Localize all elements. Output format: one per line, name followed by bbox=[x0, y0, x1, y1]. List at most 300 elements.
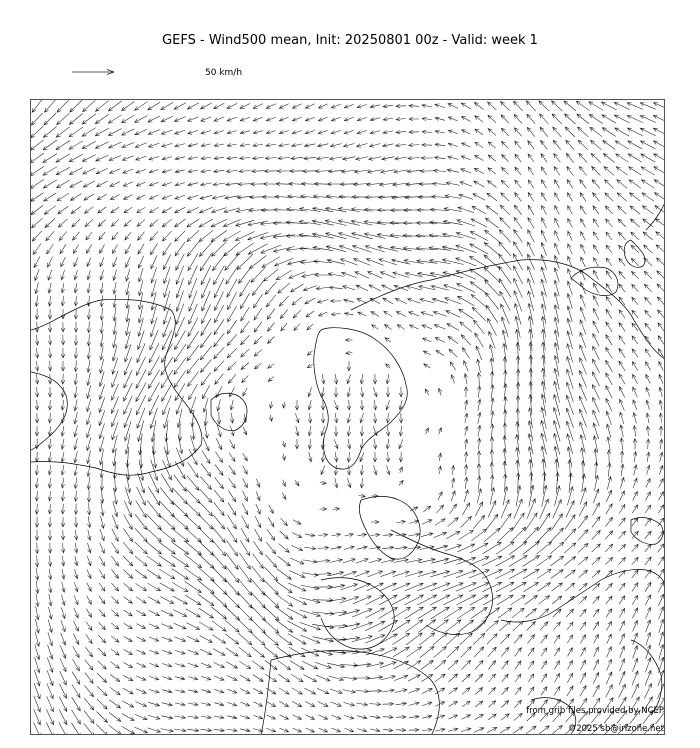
wind-vector bbox=[87, 309, 91, 320]
wind-vector bbox=[567, 193, 572, 202]
wind-vector bbox=[254, 308, 262, 320]
wind-vector bbox=[464, 465, 468, 476]
wind-vector bbox=[645, 310, 651, 318]
wind-vector bbox=[539, 726, 549, 734]
wind-vector bbox=[654, 154, 665, 162]
wind-vector bbox=[319, 312, 328, 316]
wind-vector bbox=[230, 400, 234, 410]
wind-vector bbox=[136, 182, 145, 186]
wind-vector bbox=[49, 607, 53, 619]
wind-vector bbox=[397, 325, 405, 330]
wind-vector bbox=[138, 256, 143, 268]
wind-vector bbox=[268, 377, 274, 382]
wind-vector bbox=[357, 105, 367, 109]
wind-vector bbox=[48, 283, 52, 293]
wind-vector bbox=[278, 283, 290, 293]
wind-vector bbox=[305, 533, 315, 537]
wind-vector bbox=[633, 633, 638, 645]
wind-vector bbox=[99, 398, 105, 413]
wind-vector bbox=[87, 596, 92, 605]
wind-vector bbox=[122, 701, 133, 707]
wind-vector bbox=[317, 546, 328, 550]
wind-vector bbox=[240, 675, 250, 681]
wind-vector bbox=[449, 715, 458, 719]
wind-vector bbox=[275, 594, 292, 607]
wind-vector bbox=[238, 633, 252, 645]
wind-vector bbox=[124, 220, 131, 227]
wind-vector bbox=[96, 155, 109, 161]
wind-vector bbox=[86, 411, 91, 424]
wind-vector bbox=[214, 662, 225, 667]
wind-vector bbox=[422, 688, 432, 693]
wind-vector bbox=[112, 542, 119, 553]
wind-vector bbox=[57, 113, 70, 124]
wind-vector bbox=[46, 709, 53, 725]
wind-vector bbox=[381, 559, 394, 563]
wind-vector bbox=[149, 610, 160, 615]
wind-vector bbox=[98, 635, 105, 643]
wind-vector bbox=[424, 364, 431, 368]
wind-vector bbox=[527, 499, 536, 519]
wind-vector bbox=[592, 180, 600, 189]
wind-vector bbox=[199, 608, 214, 618]
wind-vector bbox=[655, 193, 666, 202]
wind-vector bbox=[409, 130, 419, 134]
wind-vector bbox=[448, 518, 459, 527]
wind-vector bbox=[620, 412, 624, 424]
wind-vector bbox=[278, 156, 290, 160]
wind-vector bbox=[124, 195, 133, 200]
wind-vector bbox=[199, 242, 212, 257]
wind-vector bbox=[35, 452, 39, 462]
wind-vector bbox=[111, 220, 118, 227]
wind-vector bbox=[32, 100, 42, 112]
wind-vector bbox=[528, 180, 534, 188]
wind-vector bbox=[619, 608, 624, 617]
wind-vector bbox=[619, 518, 626, 526]
wind-vector bbox=[228, 375, 235, 384]
wind-vector bbox=[471, 529, 486, 541]
wind-vector bbox=[111, 662, 120, 669]
wind-vector bbox=[35, 465, 39, 475]
wind-vector bbox=[578, 127, 589, 137]
wind-vector bbox=[633, 452, 637, 463]
wind-vector bbox=[397, 520, 406, 524]
wind-vector bbox=[396, 533, 406, 537]
wind-vector bbox=[645, 505, 651, 513]
wind-vector bbox=[540, 127, 548, 137]
wind-vector bbox=[316, 675, 330, 681]
wind-vector bbox=[136, 169, 146, 173]
wind-vector bbox=[472, 307, 485, 321]
wind-vector bbox=[70, 181, 82, 188]
wind-vector bbox=[201, 117, 211, 121]
wind-vector bbox=[135, 702, 146, 707]
wind-vector bbox=[448, 104, 458, 109]
wind-vector bbox=[541, 407, 547, 428]
wind-vector bbox=[344, 299, 355, 303]
wind-vector bbox=[61, 504, 65, 514]
wind-vector bbox=[163, 243, 171, 256]
wind-vector bbox=[162, 690, 172, 694]
wind-vector bbox=[434, 532, 447, 537]
wind-vector bbox=[395, 157, 407, 161]
wind-vector bbox=[282, 493, 286, 500]
wind-vector bbox=[187, 729, 199, 733]
wind-vector bbox=[566, 153, 573, 162]
wind-vector bbox=[49, 581, 53, 592]
wind-vector bbox=[227, 320, 236, 334]
wind-vector bbox=[211, 219, 227, 227]
wind-vector bbox=[35, 335, 39, 345]
wind-vector bbox=[552, 101, 563, 111]
wind-vector bbox=[565, 570, 576, 578]
wind-vector bbox=[99, 385, 105, 400]
wind-vector bbox=[125, 434, 130, 454]
wind-vector bbox=[188, 715, 199, 719]
wind-vector bbox=[74, 621, 79, 631]
wind-vector bbox=[438, 388, 442, 395]
wind-vector bbox=[606, 297, 612, 306]
wind-vector bbox=[514, 114, 522, 123]
wind-vector bbox=[525, 595, 538, 604]
wind-vector bbox=[646, 375, 650, 384]
wind-vector bbox=[100, 346, 104, 360]
wind-vector bbox=[438, 492, 442, 501]
wind-vector bbox=[420, 298, 434, 303]
wind-vector bbox=[399, 413, 403, 423]
wind-vector bbox=[658, 323, 664, 331]
wind-vector bbox=[370, 144, 381, 148]
wind-vector bbox=[357, 118, 366, 122]
wind-vector bbox=[654, 167, 665, 176]
wind-vector bbox=[47, 670, 53, 685]
wind-vector bbox=[87, 464, 91, 477]
wind-vector bbox=[201, 169, 211, 173]
wind-vector bbox=[410, 325, 419, 329]
wind-vector bbox=[459, 530, 474, 539]
wind-vector bbox=[399, 467, 402, 473]
wind-vector bbox=[338, 623, 360, 628]
wind-vector bbox=[396, 104, 406, 108]
wind-vector bbox=[111, 623, 119, 629]
wind-vector bbox=[87, 490, 91, 502]
wind-vector bbox=[576, 101, 589, 110]
wind-vector bbox=[360, 478, 364, 488]
wind-vector bbox=[633, 621, 638, 632]
wind-vector bbox=[148, 715, 160, 719]
wind-vector bbox=[126, 294, 130, 309]
wind-vector bbox=[325, 638, 346, 642]
wind-vector bbox=[331, 715, 341, 719]
wind-vector bbox=[541, 243, 546, 256]
wind-vector bbox=[423, 351, 431, 355]
wind-vector bbox=[213, 253, 226, 270]
wind-vector bbox=[581, 257, 586, 267]
wind-vector bbox=[47, 696, 54, 712]
wind-vector bbox=[347, 439, 351, 449]
wind-vector bbox=[149, 624, 159, 629]
wind-vector bbox=[581, 270, 586, 281]
wind-vector bbox=[594, 635, 599, 644]
wind-vector bbox=[236, 243, 254, 255]
wind-vector bbox=[136, 583, 147, 590]
wind-vector bbox=[643, 219, 653, 227]
wind-vector bbox=[100, 308, 104, 320]
wind-vector bbox=[646, 387, 650, 396]
wind-vector bbox=[199, 622, 213, 630]
wind-vector bbox=[422, 702, 432, 706]
wind-vector bbox=[71, 206, 81, 213]
wind-vector bbox=[308, 426, 312, 436]
wind-vector bbox=[528, 167, 534, 175]
wind-vector bbox=[503, 487, 508, 506]
wind-vector bbox=[633, 658, 638, 672]
wind-vector bbox=[461, 660, 470, 669]
wind-vector bbox=[366, 258, 383, 265]
wind-vector bbox=[149, 473, 158, 493]
copyright-credit: ©2025 sb@irizone.net bbox=[567, 724, 664, 734]
wind-vector bbox=[160, 597, 174, 604]
wind-vector bbox=[528, 661, 534, 669]
wind-vector bbox=[451, 478, 455, 488]
wind-vector bbox=[568, 648, 573, 657]
wind-vector bbox=[59, 232, 67, 241]
wind-vector bbox=[601, 102, 616, 110]
wind-vector bbox=[69, 127, 83, 137]
wind-vector bbox=[276, 581, 292, 593]
wind-vector bbox=[61, 270, 65, 280]
wind-vector bbox=[228, 503, 236, 516]
wind-vector bbox=[159, 528, 176, 541]
wind-vector bbox=[607, 437, 611, 451]
wind-vector bbox=[100, 543, 105, 554]
wind-vector bbox=[640, 116, 656, 123]
wind-vector bbox=[35, 568, 39, 580]
wind-vector bbox=[488, 181, 497, 188]
wind-vector bbox=[462, 143, 471, 147]
wind-vector bbox=[385, 325, 392, 330]
wind-vector bbox=[254, 294, 263, 308]
wind-vector bbox=[645, 531, 651, 539]
wind-vector bbox=[187, 103, 198, 109]
wind-vector bbox=[280, 531, 289, 539]
wind-vector bbox=[109, 156, 121, 161]
wind-vector bbox=[277, 569, 292, 580]
wind-vector bbox=[580, 180, 587, 189]
wind-vector bbox=[368, 571, 383, 577]
wind-vector bbox=[319, 728, 328, 732]
wind-vector bbox=[541, 661, 546, 669]
wind-vector bbox=[135, 570, 147, 579]
wind-vector bbox=[536, 542, 551, 554]
wind-vector bbox=[434, 325, 445, 330]
wind-vector bbox=[161, 610, 173, 616]
wind-vector bbox=[174, 623, 186, 629]
wind-vector bbox=[383, 104, 393, 108]
wind-vector bbox=[268, 337, 275, 344]
wind-vector bbox=[386, 426, 390, 436]
wind-vector bbox=[214, 103, 225, 108]
wind-vector bbox=[580, 622, 586, 630]
wind-vector bbox=[282, 454, 286, 460]
wind-vector bbox=[555, 206, 560, 215]
wind-vector bbox=[305, 144, 316, 148]
wind-vector bbox=[325, 611, 346, 615]
wind-vector bbox=[373, 452, 377, 462]
wind-vector bbox=[62, 595, 66, 606]
wind-vector bbox=[449, 688, 458, 694]
wind-vector bbox=[618, 206, 627, 214]
wind-vector bbox=[490, 450, 494, 465]
wind-vector bbox=[318, 715, 327, 719]
wind-vector bbox=[564, 101, 576, 111]
wind-vector bbox=[659, 400, 663, 410]
wind-vector bbox=[227, 528, 237, 543]
wind-vector bbox=[501, 647, 509, 656]
wind-vector bbox=[278, 556, 291, 566]
wind-vector bbox=[240, 293, 249, 309]
wind-vector bbox=[279, 104, 288, 109]
wind-vector bbox=[108, 115, 121, 123]
wind-vector bbox=[173, 596, 188, 604]
wind-vector bbox=[432, 545, 447, 550]
wind-vector bbox=[325, 220, 346, 226]
wind-vector bbox=[35, 400, 39, 410]
wind-vector bbox=[515, 687, 521, 695]
wind-vector bbox=[462, 701, 470, 707]
wind-vector bbox=[111, 570, 118, 579]
wind-vector bbox=[187, 230, 199, 241]
wind-vector bbox=[252, 169, 264, 173]
wind-vector bbox=[619, 374, 625, 384]
wind-vector bbox=[386, 452, 390, 462]
wind-vector bbox=[126, 281, 130, 295]
wind-vector bbox=[99, 410, 105, 425]
wind-vector bbox=[110, 182, 120, 187]
wind-vector bbox=[211, 607, 226, 619]
wind-vector bbox=[619, 671, 625, 684]
wind-vector bbox=[44, 206, 55, 215]
wind-vector bbox=[235, 232, 254, 241]
wind-vector bbox=[619, 258, 625, 266]
wind-vector bbox=[61, 361, 65, 371]
wind-vector bbox=[60, 671, 67, 685]
wind-vector bbox=[31, 140, 44, 151]
wind-vector bbox=[201, 703, 211, 707]
wind-vector bbox=[382, 157, 394, 161]
wind-vector bbox=[265, 156, 276, 160]
wind-vector bbox=[619, 387, 624, 398]
wind-vector bbox=[564, 543, 576, 553]
wind-vector bbox=[564, 529, 575, 541]
wind-vector bbox=[186, 502, 201, 516]
wind-vector bbox=[83, 100, 96, 111]
wind-vector bbox=[99, 556, 104, 566]
wind-vector bbox=[643, 232, 653, 240]
wind-vector bbox=[553, 609, 561, 617]
wind-vector bbox=[475, 674, 483, 682]
wind-vector bbox=[564, 557, 575, 566]
wind-vector bbox=[490, 462, 494, 477]
wind-vector bbox=[290, 661, 304, 670]
wind-vector bbox=[35, 491, 39, 501]
wind-vector bbox=[175, 170, 185, 174]
wind-vector bbox=[660, 452, 664, 462]
wind-vector bbox=[61, 491, 65, 501]
wind-vector bbox=[87, 450, 91, 463]
wind-vector bbox=[175, 650, 185, 654]
wind-vector bbox=[386, 364, 391, 368]
wind-vector bbox=[399, 439, 403, 448]
wind-vector bbox=[253, 729, 263, 733]
wind-vector bbox=[188, 318, 198, 337]
wind-vector bbox=[329, 676, 344, 681]
wind-vector bbox=[552, 725, 563, 734]
wind-vector bbox=[654, 103, 666, 110]
wind-vector bbox=[200, 649, 211, 654]
wind-vector bbox=[449, 349, 457, 357]
wind-vector bbox=[580, 673, 585, 683]
wind-vector bbox=[486, 206, 498, 215]
wind-vector bbox=[592, 372, 599, 386]
wind-vector bbox=[418, 620, 435, 633]
wind-vector bbox=[100, 245, 105, 254]
wind-vector bbox=[344, 104, 353, 108]
wind-vector bbox=[279, 296, 288, 306]
wind-vector bbox=[462, 130, 471, 135]
wind-vector bbox=[159, 556, 175, 567]
wind-vector bbox=[658, 582, 664, 593]
wind-vector bbox=[358, 533, 367, 537]
wind-vector bbox=[515, 648, 522, 657]
wind-vector bbox=[526, 609, 537, 618]
wind-vector bbox=[488, 647, 497, 657]
wind-vector bbox=[243, 388, 247, 396]
wind-vector bbox=[230, 440, 235, 449]
wind-vector bbox=[48, 335, 52, 345]
wind-vector bbox=[462, 116, 471, 121]
wind-vector bbox=[331, 299, 342, 303]
wind-vector bbox=[87, 386, 91, 399]
wind-vector bbox=[253, 715, 262, 719]
wind-vector bbox=[85, 647, 92, 657]
wind-vector bbox=[632, 271, 639, 278]
wind-vector bbox=[438, 466, 442, 474]
wind-vector bbox=[646, 658, 651, 673]
wind-vector bbox=[551, 570, 563, 579]
wind-vector bbox=[75, 556, 79, 566]
wind-vector bbox=[74, 270, 78, 280]
wind-vector bbox=[265, 282, 277, 295]
wind-vector bbox=[264, 567, 277, 581]
wind-vector bbox=[289, 272, 305, 279]
wind-vector bbox=[630, 206, 640, 214]
wind-vector bbox=[491, 385, 495, 399]
wind-vector bbox=[514, 101, 523, 111]
wind-vector bbox=[147, 556, 162, 566]
wind-vector bbox=[614, 102, 630, 109]
wind-vector bbox=[364, 208, 385, 212]
wind-vector bbox=[321, 387, 325, 397]
wind-vector bbox=[631, 245, 639, 253]
wind-vector bbox=[659, 426, 663, 436]
wind-vector bbox=[357, 716, 367, 720]
wind-vector bbox=[226, 183, 239, 187]
wind-vector bbox=[61, 257, 66, 267]
wind-vector bbox=[241, 335, 250, 345]
wind-vector bbox=[395, 298, 406, 303]
